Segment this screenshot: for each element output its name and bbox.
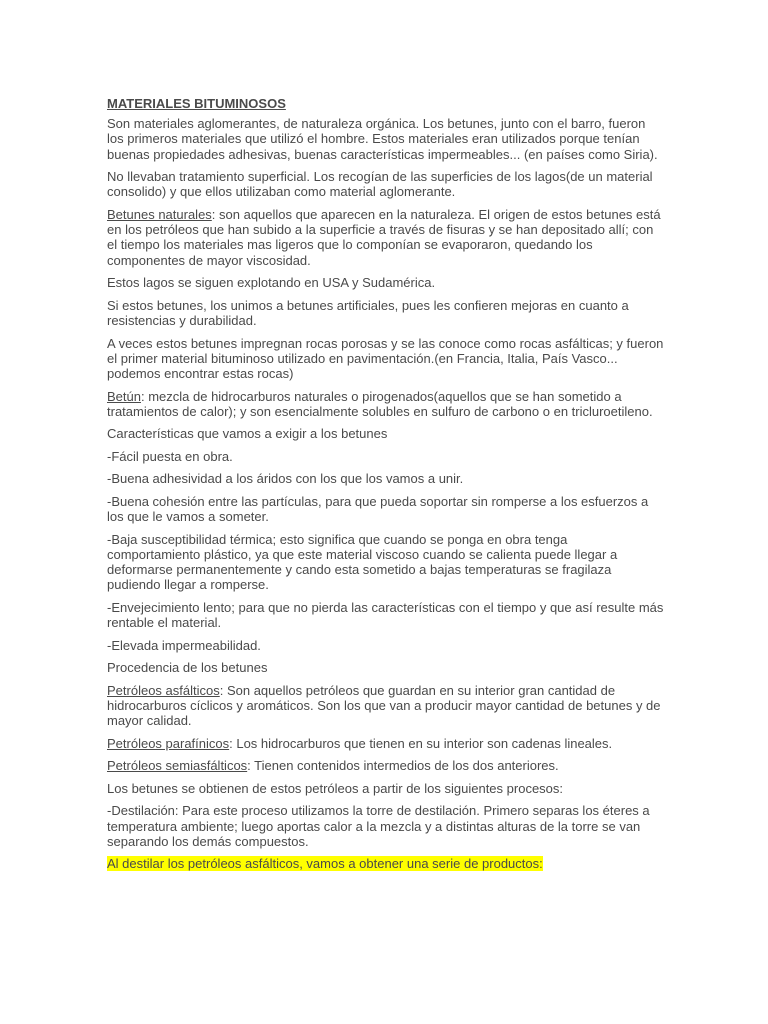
paragraph-characteristics-heading: Características que vamos a exigir a los betunes: [107, 426, 388, 442]
list-item: -Baja susceptibilidad térmica; esto significa que cuando se ponga en obra tenga comportamiento plástico, ya que este material viscoso cuando se calienta puede llegar a deformarse permanentemente y cando esta sometido a bajas temperaturas se fragilaza pudiendo llegar a romperse.: [107, 531, 618, 593]
paragraph-natural-bitumens: [107, 207, 664, 268]
term-petroleos-parafinicos: Petróleos parafínicos: [107, 735, 230, 751]
paragraph-highlighted: [107, 856, 664, 871]
paragraph-artificial: Si estos betunes, los unimos a betunes artificiales, pues les confieren mejoras en cuanto a resistencias y durabilidad.: [107, 297, 629, 329]
list-item: -Fácil puesta en obra.: [107, 448, 233, 464]
highlighted-text: Al destilar los petróleos asfálticos, vamos a obtener una serie de productos:: [107, 856, 543, 872]
paragraph-treatment: No llevaban tratamiento superficial. Los recogían de las superficies de los lagos(de un material consolido) y que ellos utilizaban como material aglomerante.: [107, 169, 653, 200]
definition-text: : son aquellos que aparecen en la naturaleza. El origen de estos betunes está en los petróleos que han subido a la superficie a través de fisuras y se han depositado allí; con el tiempo los materiales mas ligeros que lo componían se evaporaron, quedando los componentes de mayor viscosidad.: [107, 206, 661, 268]
paragraph-rocks: A veces estos betunes impregnan rocas porosas y se las conoce como rocas asfálticas; y fueron el primer material bituminoso utilizado en pavimentación.(en Francia, Italia, País Vasco... podemos encontrar estas rocas): [107, 335, 664, 382]
term-betunes-naturales: Betunes naturales: [107, 206, 212, 222]
list-item: -Elevada impermeabilidad.: [107, 637, 261, 653]
document-title: MATERIALES BITUMINOSOS: [107, 96, 286, 111]
paragraph-distillation: -Destilación: Para este proceso utilizamos la torre de destilación. Primero separas los éteres a temperatura ambiente; luego aportas calor a la mezcla y a distintas alturas de la torre se van separando los demás compuestos.: [107, 803, 650, 849]
definition-text: : mezcla de hidrocarburos naturales o pirogenados(aquellos que se han sometido a tratamientos de calor); y son esencialmente solubles en sulfuro de carbono o en tricluroetileno.: [107, 388, 653, 419]
paragraph-betun: [107, 389, 664, 420]
term-betun: Betún: [107, 388, 141, 404]
paragraph-asphaltic: [107, 683, 664, 729]
term-petroleos-asfalticos: Petróleos asfálticos: [107, 682, 220, 698]
paragraph-lakes: Estos lagos se siguen explotando en USA y Sudamérica.: [107, 275, 436, 291]
definition-text: : Tienen contenidos intermedios de los dos anteriores.: [247, 758, 559, 774]
paragraph-processes: Los betunes se obtienen de estos petróleos a partir de los siguientes procesos:: [107, 780, 564, 796]
paragraph-intro: Son materiales aglomerantes, de naturaleza orgánica. Los betunes, junto con el barro, fueron los primeros materiales que utilizó el hombre. Estos materiales eran utilizados porque tenían buenas propiedades adhesivas, buenas características impermeables... (en países como Siria).: [107, 116, 658, 162]
list-item: -Envejecimiento lento; para que no pierda las características con el tiempo y que así resulte más rentable el material.: [107, 599, 664, 631]
definition-text: : Los hidrocarburos que tienen en su interior son cadenas lineales.: [229, 735, 613, 751]
definition-text: : Son aquellos petróleos que guardan en su interior gran cantidad de hidrocarburos cíclicos y aromáticos. Son los que van a producir mayor cantidad de betunes y de mayor calidad.: [107, 682, 661, 729]
paragraph-origin-heading: Procedencia de los betunes: [107, 660, 268, 676]
term-petroleos-semiasfalticos: Petróleos semiasfálticos: [107, 758, 248, 774]
list-item: -Buena cohesión entre las partículas, para que pueda soportar sin romperse a los esfuerzos a los que le vamos a someter.: [107, 493, 649, 525]
paragraph-paraffinic: [107, 736, 664, 751]
paragraph-semiasphaltic: [107, 758, 664, 773]
list-item: -Buena adhesividad a los áridos con los que los vamos a unir.: [107, 471, 464, 487]
